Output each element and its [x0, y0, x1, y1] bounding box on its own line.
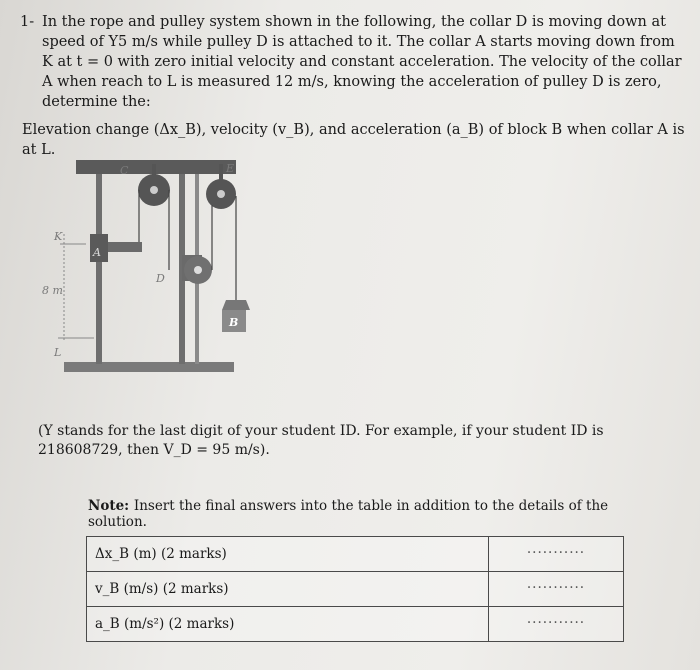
problem-statement [20, 12, 688, 160]
label-d: D [156, 272, 165, 285]
note-label: Note: [88, 498, 130, 514]
problem-question: Elevation change (Δx_B), velocity (v_B), and acceleration (a_B) of block B when collar A is at L. [22, 122, 685, 158]
row-label-vb: v_B (m/s) (2 marks) [87, 572, 489, 607]
answer-instruction [88, 498, 646, 530]
student-id-note: (Y stands for the last digit of your student ID. For example, if your student ID is 218608729, then V_D = 95 m/s). [38, 423, 604, 458]
row-label-delta-xb: Δx_B (m) (2 marks) [87, 537, 489, 572]
label-e: E [226, 162, 235, 175]
row-label-ab: a_B (m/s²) (2 marks) [87, 607, 489, 642]
problem-number: 1- [20, 14, 35, 30]
collar-a-arm [108, 242, 142, 252]
label-k: K [54, 230, 63, 243]
note-text: Insert the final answers into the table in addition to the details of the solution. [88, 498, 609, 530]
label-a: A [93, 246, 101, 259]
label-c: C [120, 164, 129, 177]
table-row [87, 607, 624, 642]
answer-field-vb[interactable]: ........... [489, 572, 624, 607]
pulley-diagram [36, 160, 239, 390]
table-row [87, 572, 624, 607]
label-b: B [229, 316, 239, 329]
answer-field-delta-xb[interactable]: ........... [489, 537, 624, 572]
pulley-system-figure [36, 160, 239, 390]
table-row [87, 537, 624, 572]
answer-field-ab[interactable]: ........... [489, 607, 624, 642]
floor [64, 362, 234, 372]
answer-table [86, 536, 624, 642]
label-l: L [54, 346, 62, 359]
answer-section [86, 498, 646, 642]
label-distance: 8 m [42, 284, 63, 297]
problem-text: In the rope and pulley system shown in the following, the collar D is moving down at speed of Y5 m/s while pulley D is attached to it. The collar A starts moving down from K at t = 0 with zero initial velocity and constant acceleration. The velocity of the collar A when reach to L is measured 12 m/s, knowing the acceleration of pulley D is zero, determine the: [42, 14, 682, 110]
rod-left [96, 174, 102, 364]
